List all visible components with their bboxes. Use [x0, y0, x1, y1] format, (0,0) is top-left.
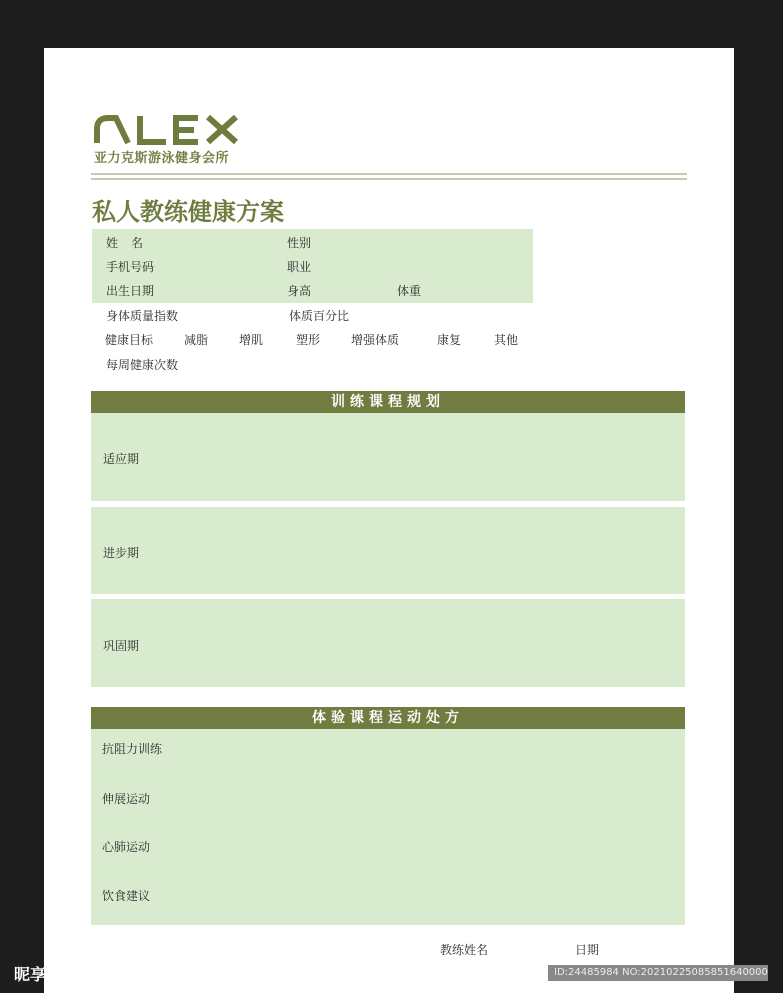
header-rule-bottom	[91, 178, 687, 180]
training-phase-label: 进步期	[103, 546, 140, 560]
watermark-url: www.nipic.cn	[67, 969, 153, 984]
training-phase-block	[91, 413, 685, 501]
trial-item-label: 饮食建议	[102, 889, 151, 903]
training-section-header: 训练课程规划	[91, 391, 685, 413]
training-phase-block	[91, 599, 685, 687]
trial-item-label: 伸展运动	[102, 792, 151, 806]
goal-option: 其他	[494, 333, 519, 347]
trial-item-label: 抗阻力训练	[102, 742, 163, 756]
trial-section-header: 体验课程运动处方	[91, 707, 685, 729]
alex-logo	[94, 113, 240, 145]
coach-name-label: 教练姓名	[440, 943, 489, 957]
goal-field-label: 健康目标	[105, 333, 154, 347]
bmi-field-label: 身体质量指数	[106, 309, 179, 323]
goal-option: 减脂	[184, 333, 209, 347]
training-phase-block	[91, 507, 685, 594]
trial-prescription-block	[91, 729, 685, 925]
gender-field-label: 性别	[287, 236, 312, 250]
goal-option: 增强体质	[351, 333, 400, 347]
form-title: 私人教练健康方案	[92, 198, 284, 226]
weekly-field-label: 每周健康次数	[106, 358, 179, 372]
goal-option: 塑形	[296, 333, 321, 347]
job-field-label: 职业	[287, 260, 312, 274]
phone-field-label: 手机号码	[106, 260, 155, 274]
watermark-brand-name: 昵享网	[14, 965, 63, 984]
goal-option: 康复	[437, 333, 462, 347]
goal-option: 增肌	[239, 333, 264, 347]
brand-subtitle: 亚力克斯游泳健身会所	[94, 151, 230, 166]
birth-field-label: 出生日期	[106, 284, 155, 298]
watermark-id: ID:24485984 NO:20210225085851640000	[548, 965, 768, 981]
date-label: 日期	[575, 943, 600, 957]
name-field-label: 姓名	[106, 236, 157, 250]
header-rule-top	[91, 173, 687, 175]
training-phase-label: 巩固期	[103, 639, 140, 653]
bodyfat-field-label: 体质百分比	[289, 309, 350, 323]
training-phase-label: 适应期	[103, 452, 140, 466]
weight-field-label: 体重	[397, 284, 422, 298]
watermark-brand	[14, 962, 153, 985]
height-field-label: 身高	[287, 284, 312, 298]
trial-item-label: 心肺运动	[102, 840, 151, 854]
personal-info-fill	[92, 229, 533, 303]
